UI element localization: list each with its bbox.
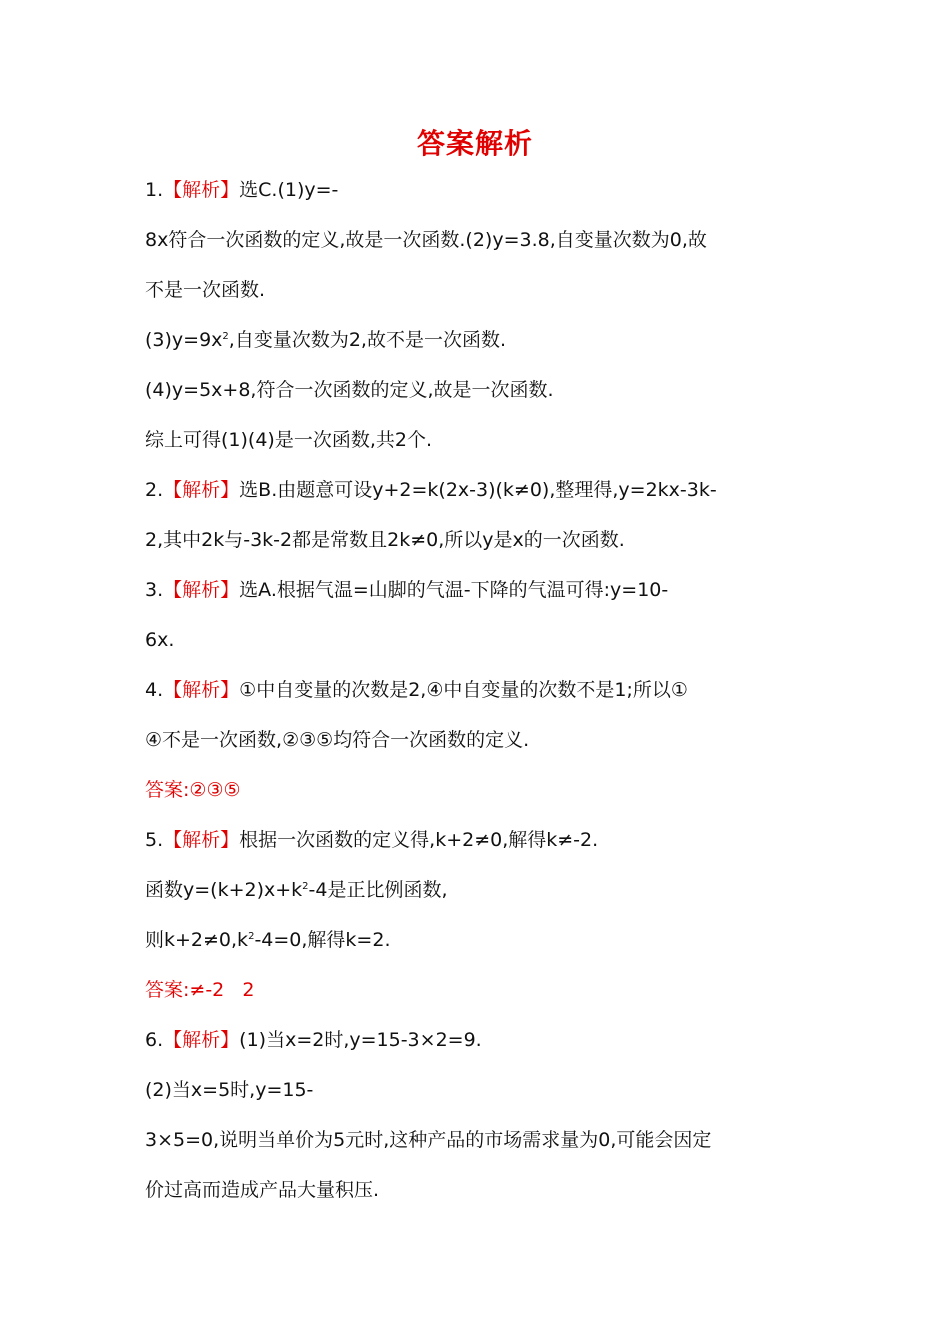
item-number: 1. (145, 179, 164, 201)
solution-5-line-2: 函数$y=(k+2)x+k^2-4$是正比例函数, (145, 879, 448, 901)
solution-1-line-5: (4)y=5x+8,符合一次函数的定义,故是一次函数. (145, 379, 554, 401)
page-title: 答案解析 (416, 127, 533, 160)
solution-6-line-3: 3×5=0,说明当单价为5元时,这种产品的市场需求量为0,可能会因定 (145, 1129, 712, 1151)
analysis-tag: 【解析】 (163, 179, 240, 201)
analysis-tag: 【解析】 (163, 679, 240, 701)
answer-4: 答案:②③⑤ (145, 779, 241, 801)
answer-label: 答案: (145, 979, 190, 1001)
item-number: 5. (145, 829, 164, 851)
analysis-tag: 【解析】 (163, 829, 240, 851)
item-number: 3. (145, 579, 164, 601)
analysis-tag: 【解析】 (163, 579, 240, 601)
solution-5-line-1: 5.【解析】根据一次函数的定义得,k+2≠0,解得k≠-2. (145, 829, 599, 851)
solution-1-line-3: 不是一次函数. (145, 279, 266, 301)
solution-4-line-2: ④不是一次函数,②③⑤均符合一次函数的定义. (145, 729, 530, 751)
solution-3-line-1: 3.【解析】选A.根据气温=山脚的气温-下降的气温可得:y=10- (145, 579, 669, 601)
analysis-tag: 【解析】 (163, 479, 240, 501)
solution-1-line-2: 8x符合一次函数的定义,故是一次函数.(2)y=3.8,自变量次数为0,故 (145, 229, 707, 251)
item-number: 6. (145, 1029, 164, 1051)
answer-label: 答案: (145, 779, 190, 801)
item-number: 2. (145, 479, 164, 501)
solution-6-line-2: (2)当x=5时,y=15- (145, 1079, 314, 1101)
analysis-tag: 【解析】 (163, 1029, 240, 1051)
item-number: 4. (145, 679, 164, 701)
solution-2-line-1: 2.【解析】选B.由题意可设y+2=k(2x-3)(k≠0),整理得,y=2kx-3k- (145, 479, 717, 501)
solution-4-line-1: 4.【解析】①中自变量的次数是2,④中自变量的次数不是1;所以① (145, 679, 688, 701)
solution-1-line-6: 综上可得(1)(4)是一次函数,共2个. (145, 429, 432, 451)
solution-1-line-4: $(3)y=9x^2$,自变量次数为2,故不是一次函数. (145, 329, 507, 351)
solution-3-line-2: 6x. (145, 629, 175, 651)
solution-2-line-2: 2,其中2k与-3k-2都是常数且2k≠0,所以y是x的一次函数. (145, 529, 625, 551)
solution-1-line-1: 1.【解析】选C.(1)y=- (145, 179, 339, 201)
solution-6-line-1: 6.【解析】(1)当x=2时,y=15-3×2=9. (145, 1029, 482, 1051)
solution-6-line-4: 价过高而造成产品大量积压. (145, 1179, 380, 1201)
solution-5-line-3: 则$k+2\ne 0,k^2-4=0$,解得k=2. (145, 929, 391, 951)
answer-5: 答案:≠-2 2 (145, 979, 255, 1001)
